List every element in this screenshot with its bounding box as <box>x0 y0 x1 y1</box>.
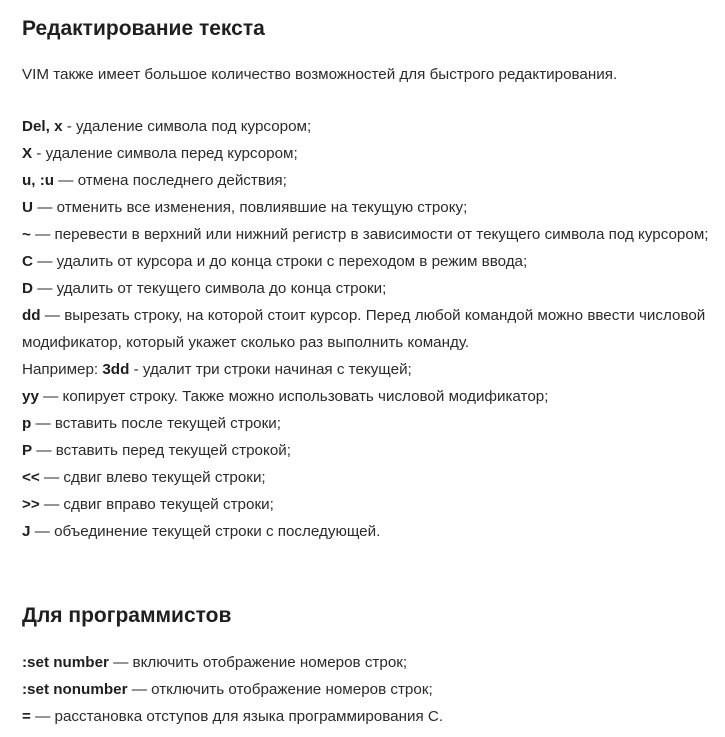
command-key: 3dd <box>102 361 130 378</box>
command-desc: - удалит три строки начиная с текущей; <box>129 361 412 378</box>
command-key: C <box>22 253 33 270</box>
list-item <box>22 410 712 437</box>
command-desc: — вставить после текущей строки; <box>31 415 281 432</box>
list-item <box>22 302 712 356</box>
command-key: << <box>22 469 40 486</box>
command-key: X <box>22 145 33 162</box>
command-key: ~ <box>22 226 31 243</box>
command-key: u, :u <box>22 172 55 189</box>
command-key: p <box>22 415 32 432</box>
command-key: :set number <box>22 654 109 671</box>
list-item <box>22 649 712 676</box>
command-desc: - удаление символа перед курсором; <box>32 145 298 162</box>
command-key: Del, x <box>22 118 63 135</box>
list-item <box>22 356 712 383</box>
command-desc: — вырезать строку, на которой стоит курсор. Перед любой командой можно ввести числовой модификатор, который укажет сколько раз выполнить команду. <box>22 307 706 351</box>
list-item <box>22 383 712 410</box>
command-key: P <box>22 442 33 459</box>
command-key: dd <box>22 307 41 324</box>
commands-list-programmers <box>22 649 712 730</box>
commands-list-editing <box>22 113 712 545</box>
list-item <box>22 221 712 248</box>
list-item <box>22 194 712 221</box>
command-desc: — сдвиг влево текущей строки; <box>39 469 266 486</box>
list-item <box>22 275 712 302</box>
list-item <box>22 518 712 545</box>
section-heading-text-editing: Редактирование текста <box>22 17 265 40</box>
list-item <box>22 491 712 518</box>
command-desc: — включить отображение номеров строк; <box>108 654 408 671</box>
command-desc: — удалить от курсора и до конца строки с переходом в режим ввода; <box>32 253 528 270</box>
command-desc: — расстановка отступов для языка программирования C. <box>30 708 444 725</box>
intro-paragraph: VIM также имеет большое количество возможностей для быстрого редактирования. <box>22 66 618 83</box>
command-desc: — отключить отображение номеров строк; <box>127 681 433 698</box>
list-item <box>22 248 712 275</box>
command-key: :set nonumber <box>22 681 128 698</box>
command-desc: - удаление символа под курсором; <box>62 118 312 135</box>
command-prefix: Например: <box>22 361 103 378</box>
command-key: J <box>22 523 31 540</box>
command-desc: — отменить все изменения, повлиявшие на текущую строку; <box>32 199 468 216</box>
command-key: yy <box>22 388 39 405</box>
command-desc: — удалить от текущего символа до конца строки; <box>32 280 387 297</box>
list-item <box>22 464 712 491</box>
command-desc: — объединение текущей строки с последующей. <box>30 523 381 540</box>
list-item <box>22 140 712 167</box>
command-desc: — сдвиг вправо текущей строки; <box>39 496 274 513</box>
list-item <box>22 437 712 464</box>
command-desc: — перевести в верхний или нижний регистр в зависимости от текущего символа под курсором; <box>30 226 709 243</box>
list-item <box>22 703 712 730</box>
command-desc: — копирует строку. Также можно использовать числовой модификатор; <box>38 388 549 405</box>
list-item <box>22 167 712 194</box>
section-heading-programmers: Для программистов <box>22 604 232 627</box>
command-key: = <box>22 708 31 725</box>
command-desc: — вставить перед текущей строкой; <box>32 442 291 459</box>
command-key: U <box>22 199 33 216</box>
list-item <box>22 113 712 140</box>
list-item <box>22 676 712 703</box>
command-key: D <box>22 280 33 297</box>
command-desc: — отмена последнего действия; <box>54 172 287 189</box>
command-key: >> <box>22 496 40 513</box>
